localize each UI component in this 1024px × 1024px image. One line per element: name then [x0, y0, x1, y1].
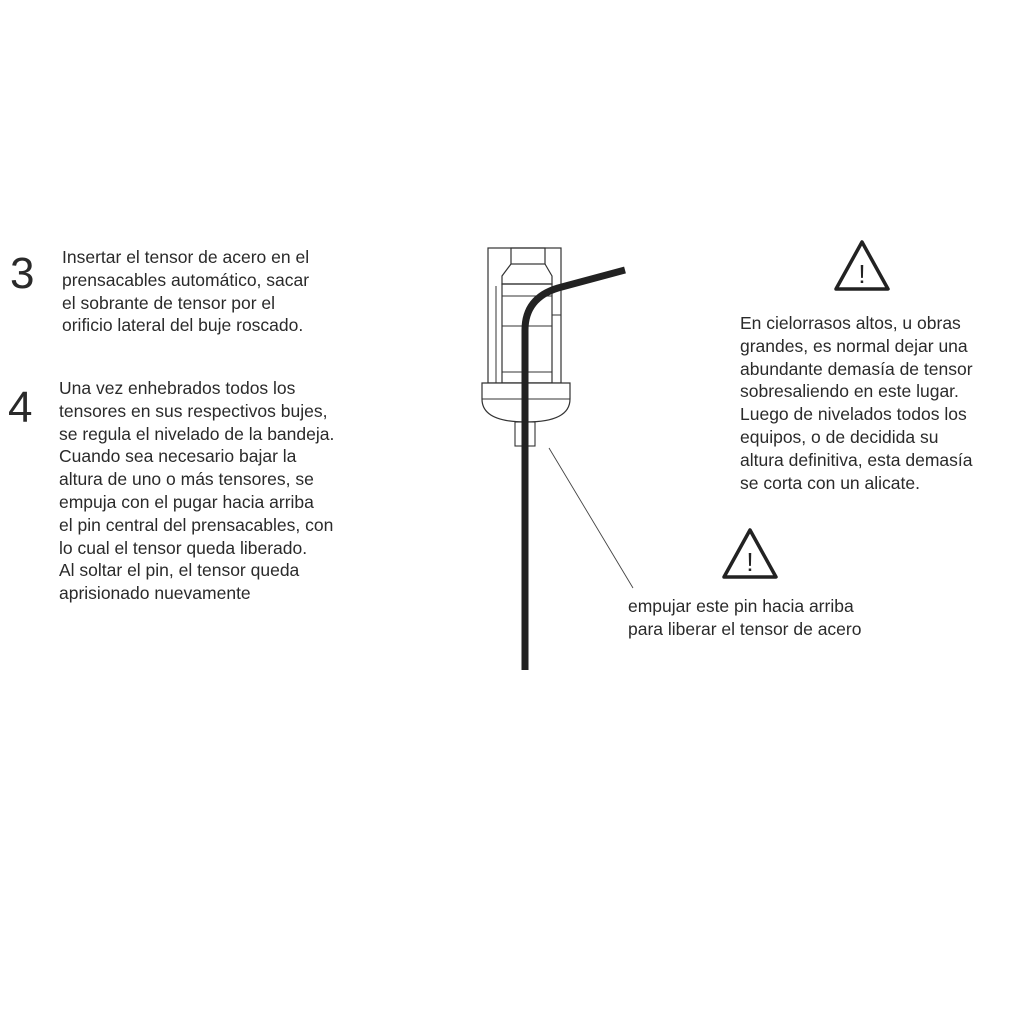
step-4-line: altura de uno o más tensores, se	[59, 469, 314, 490]
step-4-line: aprisionado nuevamente	[59, 583, 251, 604]
step-4-line: Una vez enhebrados todos los	[59, 378, 296, 398]
warning-note-line: altura definitiva, esta demasía	[740, 449, 973, 470]
warning-note-line: En cielorrasos altos, u obras	[740, 313, 961, 333]
warning-note-line: grandes, es normal dejar una	[740, 335, 968, 356]
warning-note-line: sobresaliendo en este lugar.	[740, 381, 959, 402]
step-4-line: Al soltar el pin, el tensor queda	[59, 560, 300, 581]
step-4-line: empuja con el pugar hacia arriba	[59, 491, 314, 512]
step-3-line: prensacables automático, sacar	[62, 269, 310, 290]
warning-exclamation: !	[858, 259, 866, 289]
step-4-line: tensores en sus respectivos bujes,	[59, 400, 328, 421]
pin-note-text	[628, 595, 861, 641]
step-3-number: 3	[10, 249, 35, 298]
step-3-line: Insertar el tensor de acero en el	[62, 247, 310, 267]
warning-triangle-icon	[836, 242, 888, 289]
step-4-number: 4	[8, 383, 33, 432]
step-3-line: el sobrante de tensor por el	[62, 292, 276, 313]
step-4-line: el pin central del prensacables, con	[59, 514, 334, 535]
warning-note-line: se corta con un alicate.	[740, 472, 920, 493]
warning-triangle-icon	[724, 530, 776, 577]
steel-tensor-cable	[525, 270, 625, 670]
step-4-line: lo cual el tensor queda liberado.	[59, 537, 308, 558]
pin-note-line: para liberar el tensor de acero	[628, 618, 862, 639]
step-4-line: Cuando sea necesario bajar la	[59, 446, 297, 467]
step-3-line: orificio lateral del buje roscado.	[62, 315, 304, 336]
gland-taper	[502, 264, 552, 284]
step-4-line: se regula el nivelado de la bandeja.	[59, 423, 335, 444]
warning-note-line: equipos, o de decidida su	[740, 426, 939, 447]
warning-exclamation: !	[746, 547, 754, 577]
warning-note-text	[740, 312, 973, 494]
pin-note-line: empujar este pin hacia arriba	[628, 596, 854, 616]
gland-top-nut	[511, 248, 545, 264]
warning-note-line: abundante demasía de tensor	[740, 358, 973, 379]
pin-leader-line	[549, 448, 633, 588]
warning-note-line: Luego de nivelados todos los	[740, 404, 967, 425]
